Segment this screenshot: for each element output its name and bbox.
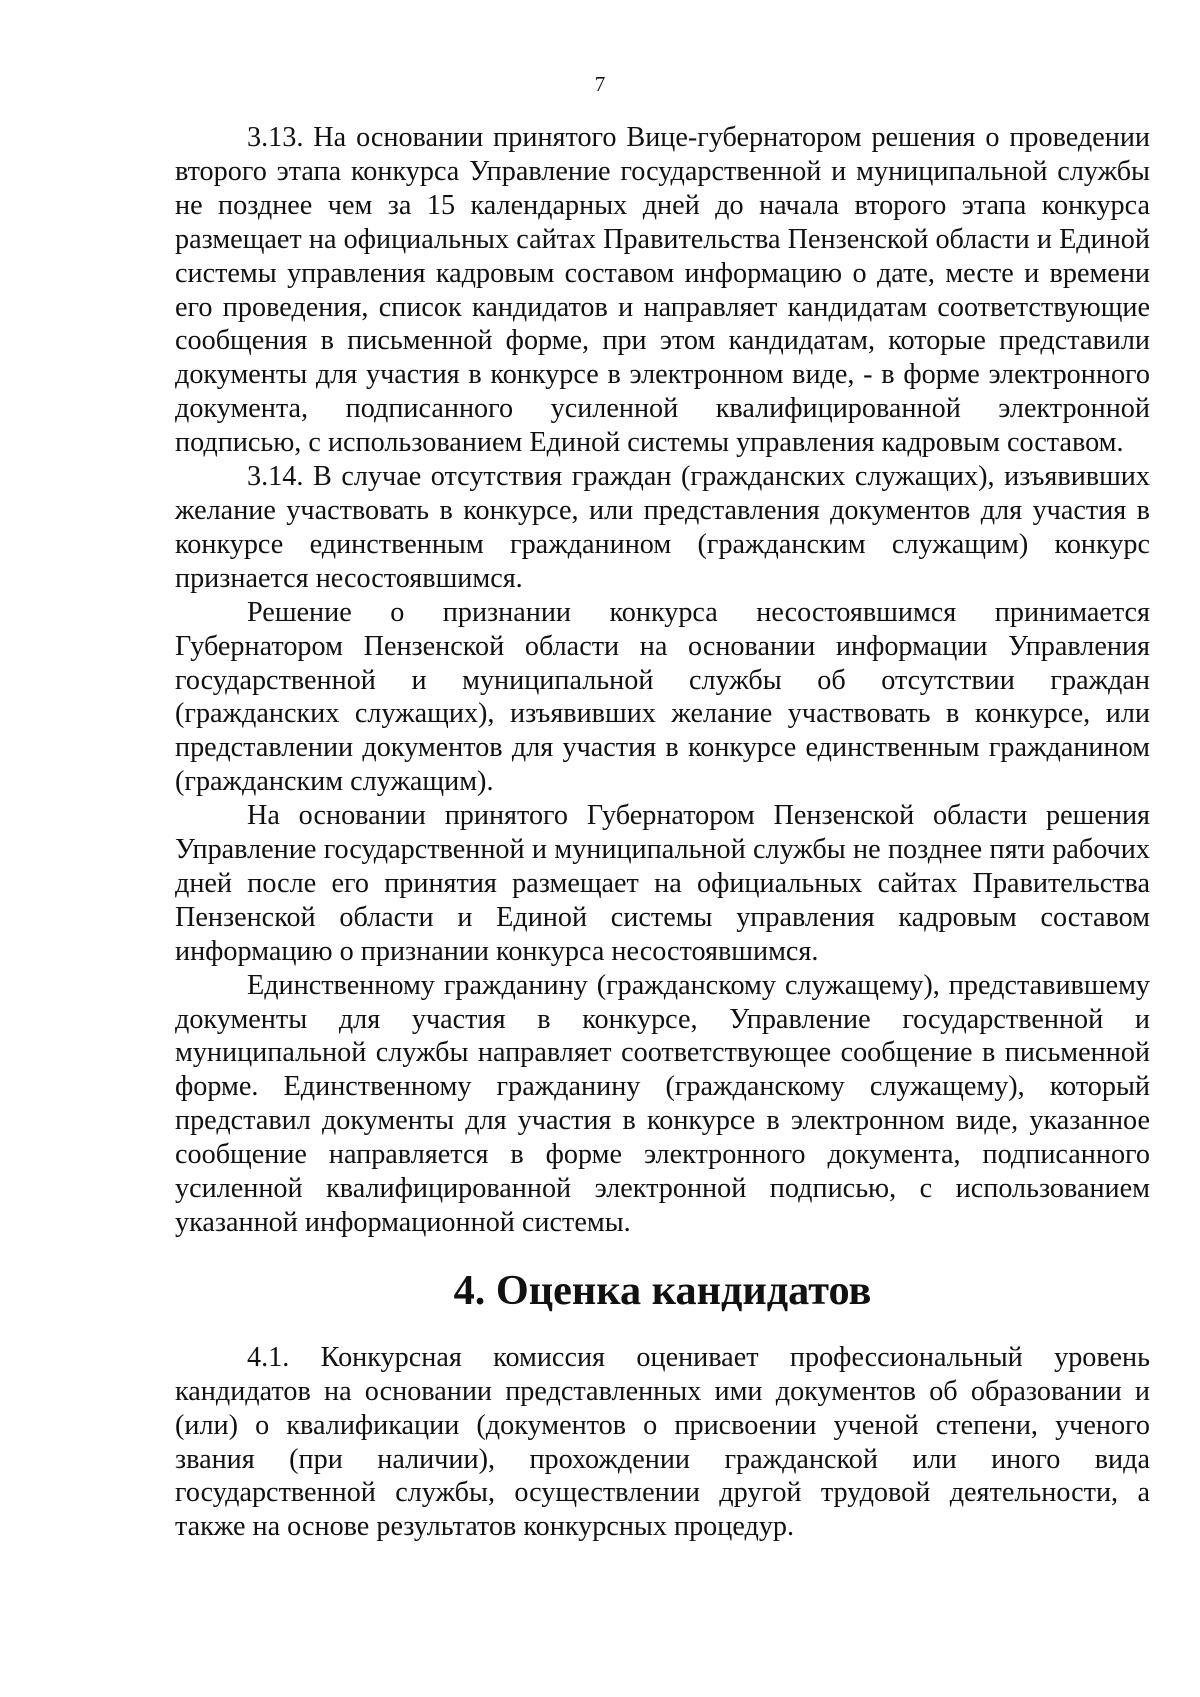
paragraph-3-13: 3.13. На основании принятого Вице-губернатором решения о проведении второго этапа конкурса Управление государственной и муниципальной службы не позднее чем за 15 календарных дней до начала второго этапа конкурса размещает на официальных сайтах Правительства Пензенской области и Единой системы управления кадровым составом информацию о дате, месте и времени его проведения, список кандидатов и направляет кандидатам соответствующие сообщения в письменной форме, при этом кандидатам, которые представили документы для участия в конкурсе в электронном виде, - в форме электронного документа, подписанного усиленной квалифицированной электронной подписью, с использованием Единой системы управления кадровым составом. — [175, 122, 1150, 459]
page-number: 7 — [594, 72, 606, 96]
document-body — [175, 121, 1150, 1544]
paragraph-4-1: 4.1. Конкурсная комиссия оценивает профессиональный уровень кандидатов на основании представленных ими документов об образовании и (или) о квалификации (документов о присвоении ученой степени, ученого звания (при наличии), прохождении гражданской или иного вида государственной службы, осуществлении другой трудовой деятельности, а также на основе результатов конкурсных процедур. — [175, 1341, 1150, 1543]
paragraph-single-candidate: Единственному гражданину (гражданскому служащему), представившему документы для участия в конкурсе, Управление государственной и муниципальной службы направляет соответствующее сообщение в письменной форме. Единственному гражданину (гражданскому служащему), который представил документы для участия в конкурсе в электронном виде, указанное сообщение направляется в форме электронного документа, подписанного усиленной квалифицированной электронной подписью, с использованием указанной информационной системы. — [175, 969, 1150, 1238]
paragraph-3-14: 3.14. В случае отсутствия граждан (гражданских служащих), изъявивших желание участвовать в конкурсе, или представления документов для участия в конкурсе единственным гражданином (гражданским служащим) конкурс признается несостоявшимся. — [175, 461, 1150, 594]
paragraph-decision: Решение о признании конкурса несостоявшимся принимается Губернатором Пензенской области на основании информации Управления государственной и муниципальной службы об отсутствии граждан (гражданских служащих), изъявивших желание участвовать в конкурсе, или представлении документов для участия в конкурсе единственным гражданином (гражданским служащим). — [175, 596, 1150, 798]
section-heading: 4. Оценка кандидатов — [453, 1266, 872, 1314]
paragraph-publication: На основании принятого Губернатором Пензенской области решения Управление государственной и муниципальной службы не позднее пяти рабочих дней после его принятия размещает на официальных сайтах Правительства Пензенской области и Единой системы управления кадровым составом информацию о признании конкурса несостоявшимся. — [175, 800, 1150, 967]
